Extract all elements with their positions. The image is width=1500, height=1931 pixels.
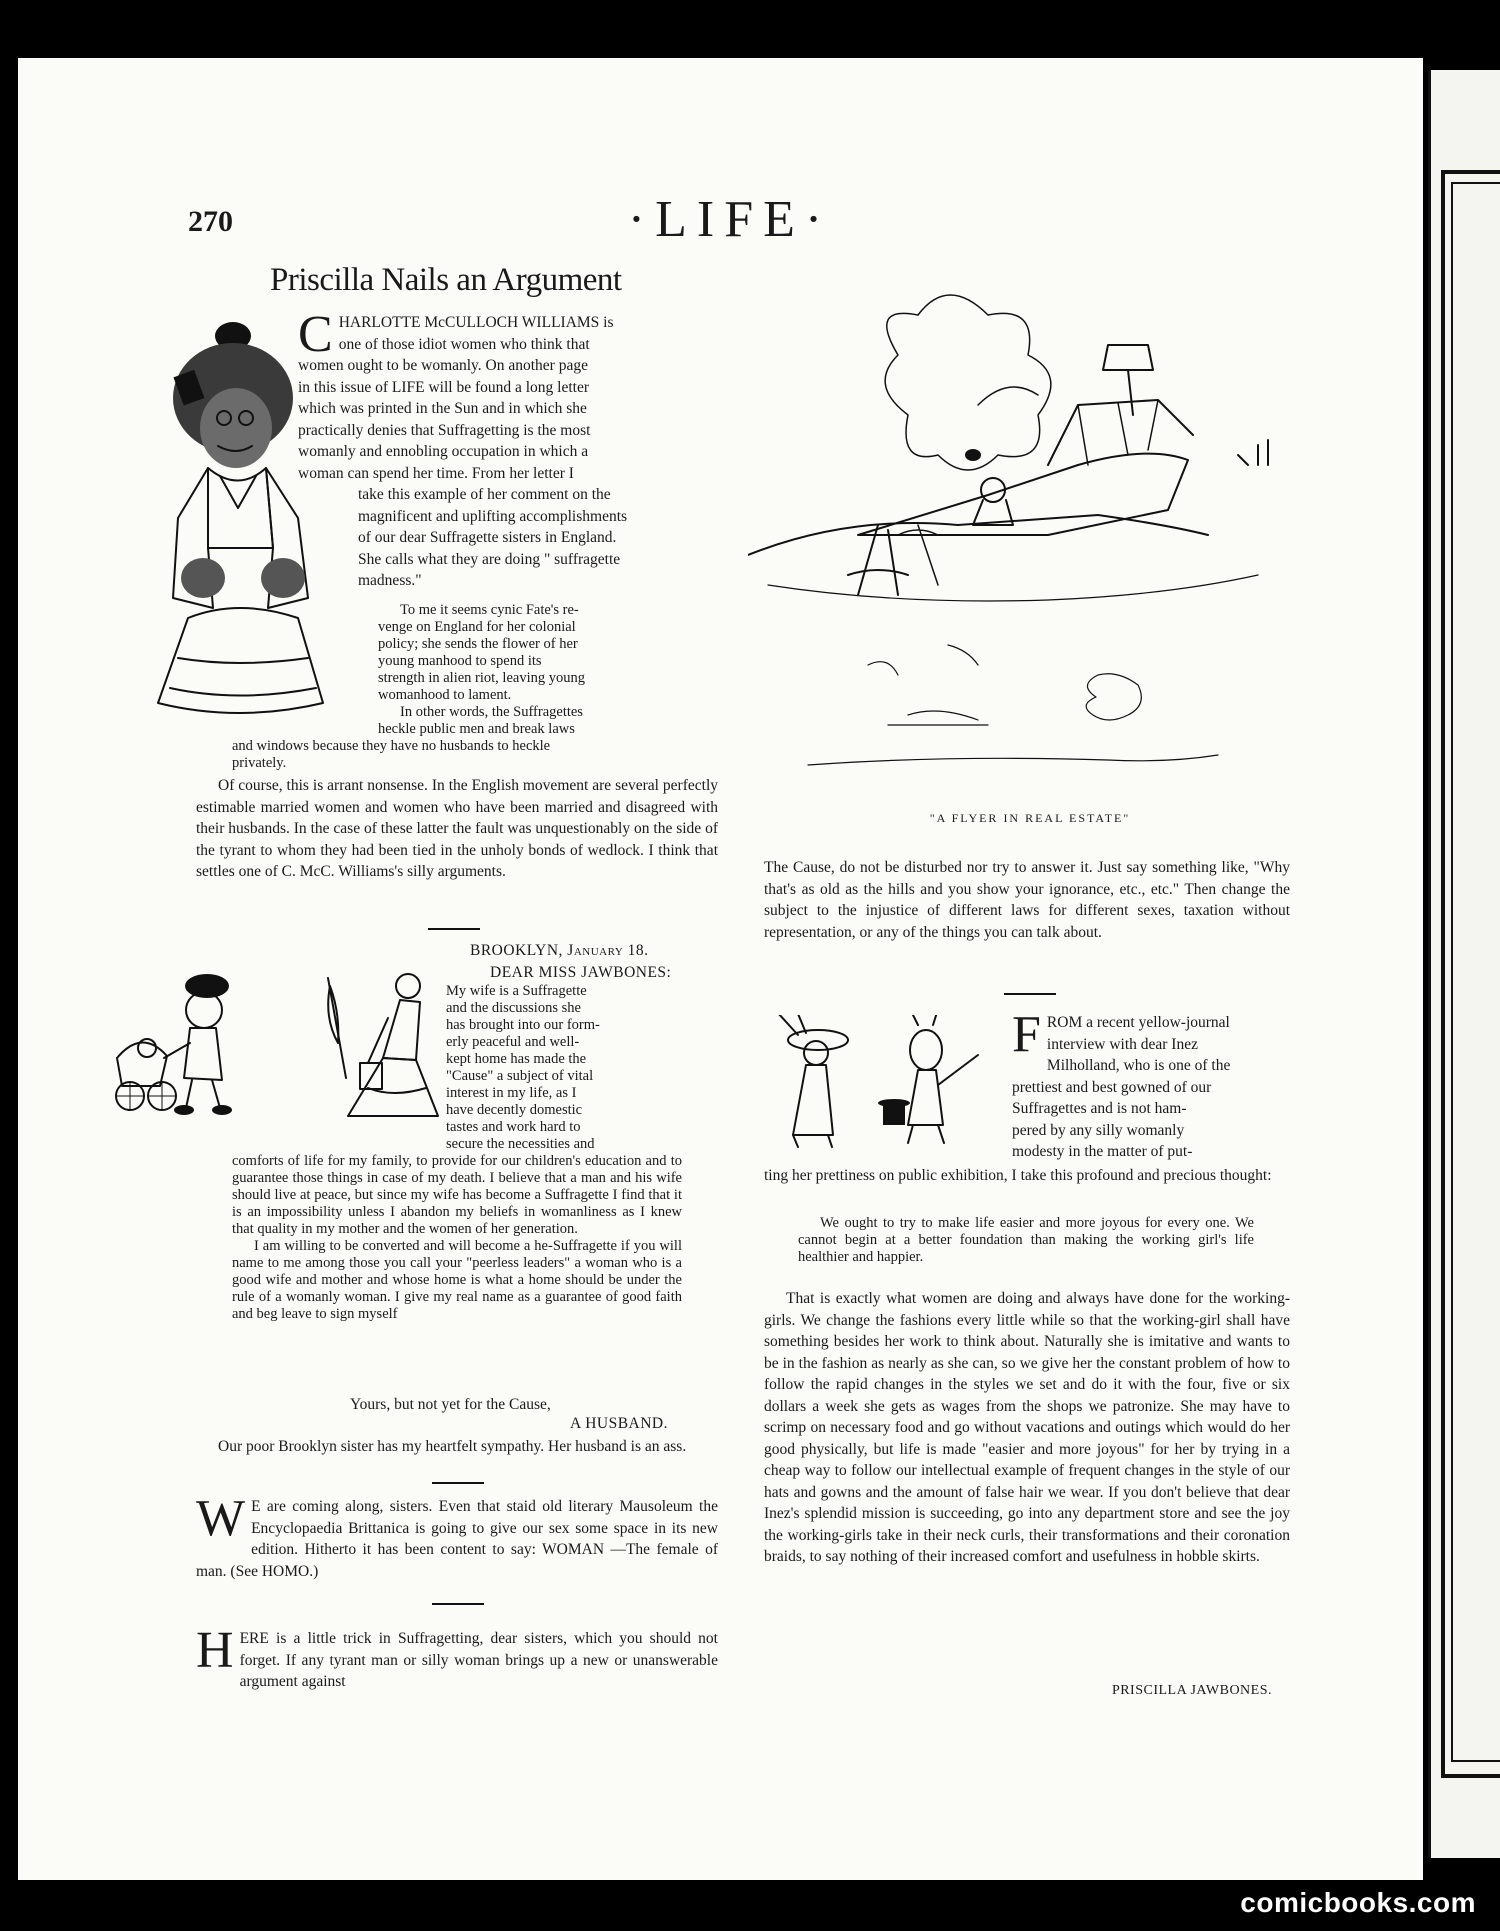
letter-line: tastes and work hard to (446, 1119, 581, 1135)
paragraph-text: E are coming along, sisters. Even that staid old literary Mausoleum the Encyclopaedia Brittanica is going to give our sex some space in its new edition. Hitherto it has been content to say: WOMAN —The female of man. (See HOMO.) (196, 1498, 718, 1580)
letter-line: erly peaceful and well- (446, 1034, 580, 1050)
cartoon-caption: "A FLYER IN REAL ESTATE" (929, 811, 1131, 825)
letter-paragraph: I am willing to be converted and will become a he-Suffragette if you will name to me among those you call your "peerless leaders" a woman who is a good wife and mother and whose home is what a home should be under the rule of a womanly woman. I give my real name as a guarantee of good faith and beg leave to sign myself (232, 1238, 682, 1322)
quote-line: strength in alien riot, leaving young (378, 670, 585, 686)
letter-line: interest in my life, as I (446, 1085, 577, 1101)
letter-line: My wife is a Suffragette (446, 983, 587, 999)
page-number: 270 (188, 205, 233, 238)
intro-line: HARLOTTE McCULLOCH WILLIAMS is (338, 314, 614, 331)
intro-line: of our dear Suffragette sisters in England. (358, 529, 617, 546)
quote-line: womanhood to lament. (378, 687, 512, 703)
intro-line: in this issue of LIFE will be found a long letter (298, 378, 590, 396)
paragraph-text: Our poor Brooklyn sister has my heartfelt sympathy. Her husband is an ass. (218, 1438, 687, 1455)
inez-quote (798, 1215, 1254, 1266)
intro-dropcap: C (298, 306, 333, 363)
letter-line: have decently domestic (446, 1102, 583, 1118)
letter-narrow-block (446, 983, 684, 1153)
letter-salutation: DEAR MISS JAWBONES: (490, 964, 672, 981)
intro-line: woman can spend her time. From her letter I (298, 464, 574, 482)
rabbits-illustration (758, 1015, 998, 1155)
intro-line: practically denies that Suffragetting is the most (298, 421, 591, 439)
paragraph-of-course (196, 775, 718, 883)
paragraph-that-is (764, 1288, 1290, 1568)
paragraph-from-rest (764, 1165, 1290, 1187)
paragraph-line: interview with dear Inez (1046, 1035, 1198, 1053)
letter-dateline: BROOKLYN, January 18. (470, 942, 649, 959)
quote-line: and windows because they have no husbands to heckle (232, 738, 551, 754)
section-rule (1004, 993, 1056, 995)
paragraph-text: ting her prettiness on public exhibition, I take this profound and precious thought: (764, 1167, 1272, 1184)
quote-text: We ought to try to make life easier and more joyous for every one. We cannot begin at a better foundation than making the working girl's life healthier and happier. (798, 1215, 1254, 1265)
intro-line: madness." (358, 572, 422, 589)
dropcap: W (196, 1490, 246, 1547)
article-intro-cont (298, 355, 716, 484)
paragraph-text: Of course, this is arrant nonsense. In the English movement are several perfectly estimable married women and women who have been married and disagreed with their husbands. In the case of these latter the fault was unquestionably on the side of the tyrant to whom they had been tied in the unholy bonds of wedlock. I think that settles one of C. McC. Williams's silly arguments. (196, 777, 718, 880)
quote-line: To me it seems cynic Fate's re- (400, 602, 579, 618)
paragraph-line: Suffragettes and is not ham- (1012, 1100, 1187, 1117)
masthead-title: ·LIFE· (627, 191, 833, 248)
intro-line: She calls what they are doing " suffragette (358, 550, 621, 568)
paragraph-line: prettiest and best gowned of our (1012, 1078, 1212, 1096)
quote-line: policy; she sends the flower of her (378, 636, 578, 652)
letter-line: and the discussions she (446, 1000, 581, 1016)
intro-line: one of those idiot women who think that (338, 335, 590, 353)
letter-closing: Yours, but not yet for the Cause, (350, 1396, 551, 1413)
letter-paragraph: comforts of life for my family, to provide for our children's education and to guarantee those things in case of my death. I believe that a man and his wife should live at peace, but since my wife has become a Suffragette I find that it is an impossibility unless I abandon my beliefs in womanliness as I knew that quality in my mother and the women of her generation. (232, 1153, 682, 1237)
paragraph-text: That is exactly what women are doing and always have done for the working-girls. We change the fashions every little while so that the working-girl shall have something besides her work to think about. Naturally she is imitative and wants to be in the fashion as nearly as she can, so we give her the constant problem of how to follow the rapid changes in the styles we set and do it with the four, five or six dollars a week she gets as wages from the shops we patronize. She may have to scrimp on necessary food and go without vacations and outings which would do her good physically, but life is made "easier and more joyous" for her by trying in a cheap way to follow our intellectual example of frequent changes in the style of our hats and gowns and the amount of false hair we wear. If you don't believe that dear Inez's splendid mission is succeeding, go into any department store and see the joy the working-girls take in their neck curls, their transformations and their coronation braids, to say nothing of their increased comfort and usefulness in hobble skirts. (764, 1290, 1290, 1565)
section-rule (428, 928, 480, 930)
paragraph-line: pered by any silly womanly (1012, 1121, 1185, 1139)
suffragette-umbrella-illustration (308, 968, 448, 1118)
intro-line: womanly and ennobling occupation in which a (298, 443, 589, 460)
williams-quote (378, 602, 680, 738)
article-intro-narrow (358, 484, 716, 592)
paragraph-the-cause (764, 857, 1290, 943)
quote-line: In other words, the Suffragettes (400, 704, 583, 720)
letter-line: "Cause" a subject of vital (446, 1068, 594, 1084)
section-rule (432, 1603, 484, 1605)
paragraph-line: modesty in the matter of put- (1012, 1143, 1193, 1160)
letter-body (232, 1153, 682, 1323)
williams-quote-end (232, 738, 680, 772)
article-intro (298, 306, 716, 363)
dropcap: F (1012, 1006, 1041, 1063)
article-headline: Priscilla Nails an Argument (270, 262, 622, 298)
paragraph-line: Milholland, who is one of the (1046, 1057, 1231, 1074)
intro-line: which was printed in the Sun and in which she (298, 400, 587, 417)
intro-line: take this example of her comment on the (358, 486, 611, 503)
paragraph-here-is (196, 1622, 718, 1693)
quote-line: privately. (232, 755, 287, 771)
flyer-in-real-estate-cartoon (748, 285, 1318, 805)
paragraph-we-are-coming (196, 1490, 718, 1582)
paragraph-text: ERE is a little trick in Suffragetting, dear sisters, which you should not forget. If any tyrant man or silly woman brings up a new or unanswerable argument against (239, 1630, 718, 1690)
quote-line: heckle public men and break laws (378, 721, 575, 737)
paragraph-from-narrow (1012, 1006, 1290, 1163)
letter-signature: A HUSBAND. (569, 1415, 668, 1432)
paragraph-line: ROM a recent yellow-journal (1046, 1014, 1230, 1031)
section-rule (432, 1482, 484, 1484)
adjacent-page-edge (1428, 70, 1500, 1858)
intro-line: magnificent and uplifting accomplishments (358, 507, 628, 525)
paragraph-sympathy (196, 1436, 718, 1458)
byline: PRISCILLA JAWBONES. (1111, 1683, 1272, 1698)
paragraph-text: The Cause, do not be disturbed nor try to answer it. Just say something like, "Why that's as old as the hills and you show your ignorance, etc., etc." Then change the subject to the injustice of different laws for different sexes, taxation without representation, or any of the things you can talk about. (764, 859, 1290, 941)
dropcap: H (196, 1622, 234, 1679)
letter-line: has brought into our form- (446, 1017, 600, 1033)
source-watermark: comicbooks.com (1240, 1887, 1476, 1918)
letter-line: secure the necessities and (446, 1136, 595, 1152)
intro-line: women ought to be womanly. On another page (298, 357, 588, 374)
quote-line: young manhood to spend its (378, 653, 542, 669)
quote-line: venge on England for her colonial (378, 619, 576, 635)
letter-line: kept home has made the (446, 1051, 587, 1067)
husband-pram-illustration (112, 968, 262, 1123)
